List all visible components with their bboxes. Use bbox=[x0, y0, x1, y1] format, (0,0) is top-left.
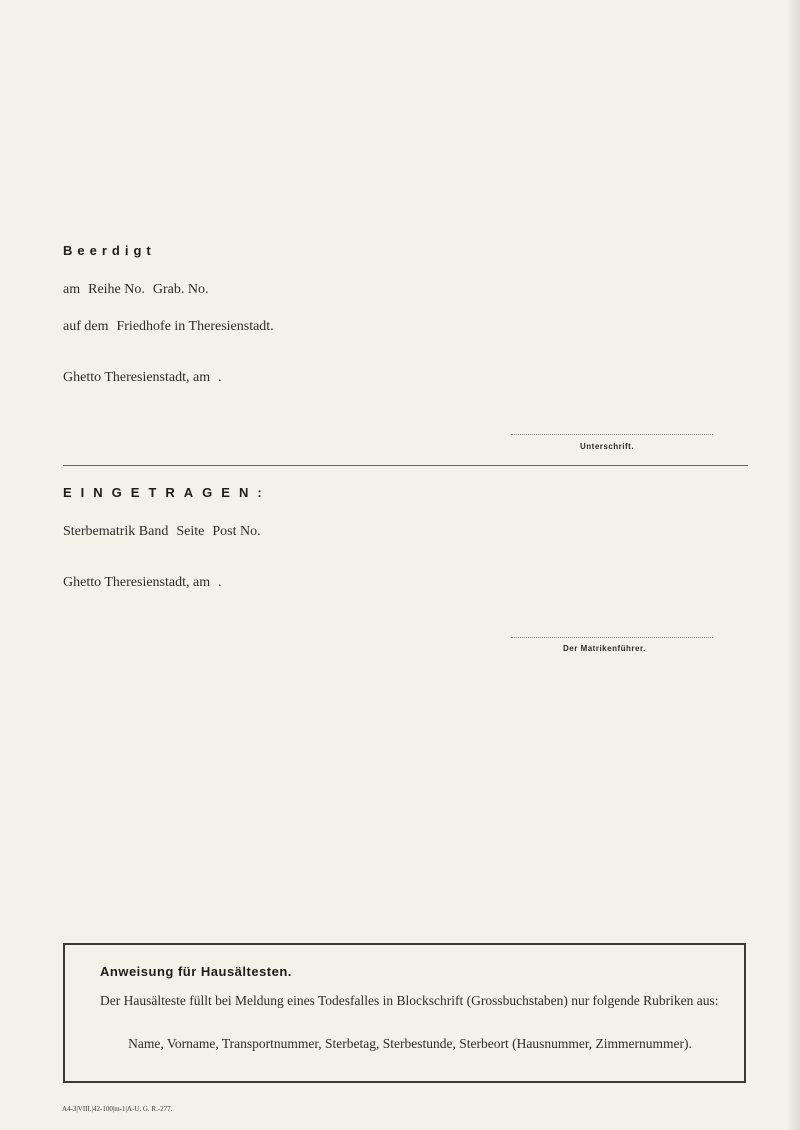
matrikenfuehrer-label: Der Matrikenführer. bbox=[563, 644, 646, 653]
register-ghetto-row bbox=[63, 573, 385, 592]
burial-date-row bbox=[63, 280, 748, 299]
instruction-fields: Name, Vorname, Transportnummer, Sterbetag, Sterbestunde, Sterbeort (Hausnummer, Zimmernummer). bbox=[128, 1036, 692, 1051]
eingetragen-heading: EINGETRAGEN: bbox=[63, 485, 271, 500]
cemetery-row bbox=[63, 317, 750, 336]
auf-dem-label: auf dem bbox=[63, 319, 109, 334]
post-label: Post No. bbox=[212, 524, 261, 539]
instruction-title: Anweisung für Hausältesten. bbox=[100, 964, 292, 979]
burial-signature-line[interactable] bbox=[511, 434, 713, 435]
print-code: A4-3|VIII.|42-100|m-1|A-U. G. R.-277. bbox=[62, 1105, 173, 1113]
ghetto-label: Ghetto Theresienstadt, am bbox=[63, 370, 211, 385]
band-label: Sterbematrik Band bbox=[63, 524, 169, 539]
section-divider bbox=[63, 465, 748, 466]
ghetto-label: Ghetto Theresienstadt, am bbox=[63, 575, 211, 590]
seite-label: Seite bbox=[176, 524, 205, 539]
burial-ghetto-row bbox=[63, 368, 393, 387]
reihe-label: Reihe No. bbox=[88, 282, 145, 297]
beerdigt-heading: Beerdigt bbox=[63, 243, 156, 258]
ghetto-end: . bbox=[218, 575, 222, 590]
friedhofe-label: Friedhofe in Theresienstadt. bbox=[116, 319, 274, 334]
am-label: am bbox=[63, 282, 81, 297]
register-row bbox=[63, 522, 748, 541]
unterschrift-label: Unterschrift. bbox=[580, 442, 635, 451]
instruction-text: Der Hausälteste füllt bei Meldung eines Todesfalles in Blockschrift (Grossbuchstaben) nur folgende Rubriken aus: bbox=[100, 993, 719, 1008]
ghetto-end: . bbox=[218, 370, 222, 385]
registrar-signature-line[interactable] bbox=[511, 637, 713, 638]
grab-label: Grab. No. bbox=[152, 282, 209, 297]
paper-edge bbox=[786, 0, 800, 1130]
instruction-box bbox=[63, 943, 746, 1083]
